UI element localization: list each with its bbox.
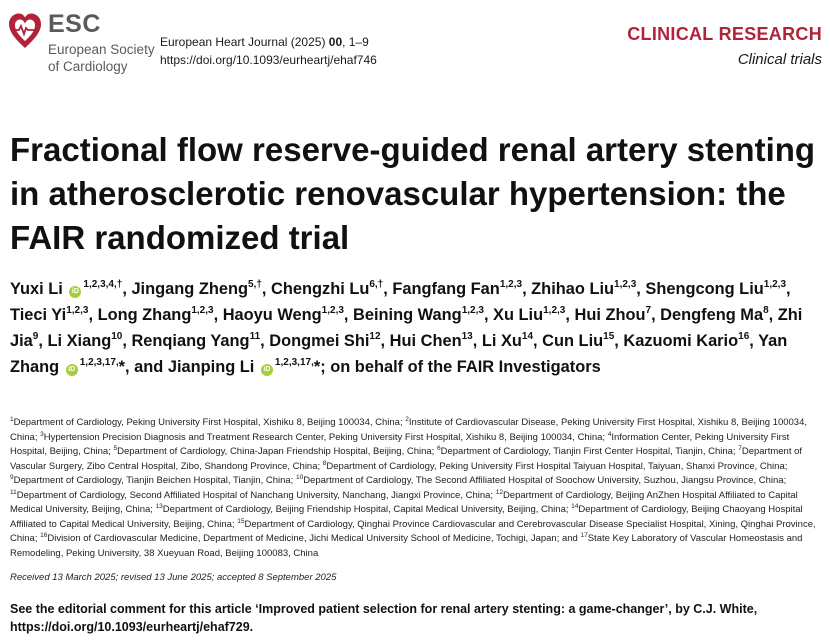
- affiliation-text: State Key Laboratory of Vascular Homeostasis and Remodeling, Peking University, 38 Xueyuan Road, Beijing 100083, China: [10, 533, 803, 559]
- author: [353, 306, 493, 324]
- affiliation-number: 13: [155, 503, 163, 510]
- orcid-icon[interactable]: iD: [261, 364, 273, 376]
- author-affiliation-marks: 1,2,3: [191, 305, 214, 316]
- author-affiliation-marks: 1,2,3: [66, 305, 89, 316]
- author-name: Chengzhi Lu: [271, 280, 370, 298]
- author-affiliation-marks: 1,2,3,4,†: [83, 279, 123, 290]
- affiliation: [114, 446, 437, 457]
- author: [645, 280, 790, 298]
- logo-abbreviation: ESC: [48, 10, 101, 38]
- author-name: Haoyu Weng: [222, 306, 322, 324]
- author-separator: ,: [38, 332, 48, 350]
- affiliation-text: Division of Cardiovascular Medicine, Department of Medicine, Jichi Medical University School of Medicine, Tochigi, Japan; and: [47, 533, 581, 544]
- author: [131, 332, 269, 350]
- author-separator: ,: [261, 280, 272, 298]
- affiliation: [437, 446, 738, 457]
- affiliation-number: 4: [607, 430, 612, 438]
- author-name: Yan Zhang: [10, 332, 788, 376]
- affiliation-number: 1: [10, 416, 14, 423]
- author-separator: ,: [383, 280, 393, 298]
- affiliation: [10, 417, 405, 428]
- affiliation-number: 3: [40, 430, 44, 438]
- author-separator: ,: [749, 332, 759, 350]
- logo-line-1: European Society: [48, 42, 155, 57]
- author-affiliation-marks: 1,2,3: [499, 279, 523, 290]
- author-affiliation-marks: 12: [369, 331, 381, 342]
- affiliation: [323, 461, 788, 472]
- journal-citation: [160, 33, 377, 69]
- affiliation: [156, 504, 572, 515]
- affiliation-text: Department of Cardiology, Peking University First Hospital, Xishiku 8, Beijing 100034, China;: [13, 417, 406, 428]
- affiliation: [10, 475, 296, 486]
- received-dates: Received 13 March 2025; revised 13 June 2025; accepted 8 September 2025: [10, 572, 337, 583]
- journal-volume: 00: [328, 35, 343, 49]
- author-name: Renqiang Yang: [131, 332, 250, 350]
- author: [493, 306, 574, 324]
- author-name: Li Xiang: [47, 332, 112, 350]
- author-affiliation-marks: 16: [738, 331, 750, 342]
- author-affiliation-marks: 10: [111, 331, 123, 342]
- author-name: Tieci Yi: [10, 306, 67, 324]
- author-affiliation-marks: 8: [763, 305, 769, 316]
- author: [269, 332, 389, 350]
- author-affiliation-marks: 1,2,3: [763, 279, 787, 290]
- author: [10, 306, 98, 324]
- affiliation-number: 15: [237, 517, 245, 525]
- author-affiliation-marks: 6,†: [369, 279, 384, 290]
- affiliation-number: 6: [436, 445, 441, 452]
- affiliation-text: Department of Vascular Surgery, Zibo Central Hospital, Zibo, Shandong Province, China;: [10, 446, 803, 472]
- author: [390, 332, 482, 350]
- author-affiliation-marks: 11: [249, 331, 261, 342]
- author-affiliation-marks: 15: [603, 331, 615, 342]
- author-separator: ,: [533, 332, 543, 350]
- author: [98, 306, 223, 324]
- author-separator: ,: [636, 280, 646, 298]
- author: [392, 280, 531, 298]
- affiliation-number: 8: [322, 459, 327, 467]
- affiliation-number: 5: [113, 445, 118, 452]
- author-affiliation-marks: 9: [32, 331, 39, 342]
- affiliation-text: Department of Cardiology, Peking University First Hospital Taiyuan Hospital, Taiyuan, Shanxi Province, China;: [326, 460, 788, 472]
- affiliation-text: Department of Cardiology, China-Japan Friendship Hospital, Beijing, China;: [117, 446, 437, 457]
- esc-logo: [8, 10, 158, 80]
- affiliation-text: Information Center, Peking University First Hospital, Beijing, China;: [10, 431, 790, 457]
- author-separator: ,: [213, 306, 223, 324]
- journal-pages: , 1–9: [342, 35, 369, 49]
- affiliation-number: 11: [10, 488, 17, 496]
- author: [131, 280, 271, 298]
- affiliation-text: Department of Cardiology, Tianjin First Center Hospital, Tianjin, China;: [440, 446, 739, 457]
- affiliation-text: Department of Cardiology, Beijing Chaoyang Hospital Affiliated to Capital Medical University, Beijing, China;: [10, 504, 803, 530]
- author: [271, 280, 392, 298]
- editorial-note: See the editorial comment for this article ‘Improved patient selection for renal artery stenting: a game-changer’, by C.J. White, https://doi.org/10.1093/eurheartj/ehaf729.: [10, 602, 758, 634]
- affiliation-text: Institute of Cardiovascular Disease, Peking University First Hospital, Xishiku 8, Beijing 100034, China;: [10, 417, 808, 443]
- author-separator: *, and: [118, 358, 168, 376]
- author-name: Dongmei Shi: [269, 332, 370, 350]
- affiliation-text: Department of Cardiology, The Second Affiliated Hospital of Soochow University, Suzhou, Jiangsu Province, China;: [303, 475, 787, 486]
- author: [574, 306, 660, 324]
- author-separator: ,: [565, 306, 575, 324]
- author-name: Jianping Li: [167, 358, 255, 376]
- author-affiliation-marks: 5,†: [248, 279, 262, 290]
- article-section: [627, 24, 822, 68]
- heart-logo-icon: [8, 12, 42, 50]
- author-affiliation-marks: 14: [521, 331, 534, 342]
- logo-line-2: of Cardiology: [48, 59, 128, 74]
- affiliation-text: Hypertension Precision Diagnosis and Treatment Research Center, Peking University First Hospital, Xishiku 8, Beijing 100034, China;: [43, 431, 608, 443]
- author-separator: *; on behalf of the FAIR Investigators: [313, 358, 601, 376]
- author-name: Li Xu: [481, 332, 522, 350]
- author: [47, 332, 131, 350]
- author-name: Hui Chen: [389, 332, 462, 350]
- author-name: Shengcong Liu: [645, 280, 764, 298]
- author: [531, 280, 645, 298]
- author-name: Xu Liu: [493, 306, 544, 324]
- affiliation: [40, 432, 608, 443]
- affiliation-number: 2: [405, 416, 409, 423]
- orcid-icon[interactable]: iD: [69, 286, 81, 298]
- author-separator: ,: [122, 332, 132, 350]
- author-separator: ,: [614, 332, 624, 350]
- author-affiliation-marks: 1,2,3,17,: [274, 357, 314, 368]
- affiliation: [10, 490, 496, 501]
- author-affiliation-marks: 1,2,3,17,: [79, 357, 119, 368]
- author-separator: ,: [260, 332, 270, 350]
- author-affiliation-marks: 7: [645, 305, 652, 316]
- author-name: Beining Wang: [353, 306, 462, 324]
- author-name: Jingang Zheng: [131, 280, 248, 298]
- author-list: [10, 276, 825, 380]
- author-affiliation-marks: 13: [461, 331, 473, 342]
- affiliation-number: 16: [40, 532, 48, 539]
- author-separator: ,: [88, 306, 98, 324]
- author-name: Zhihao Liu: [531, 280, 615, 298]
- affiliation-number: 9: [10, 474, 14, 481]
- journal-name: European Heart Journal (2025): [160, 35, 326, 49]
- author: [542, 332, 623, 350]
- author: [223, 306, 353, 324]
- author-name: Yuxi Li: [10, 280, 63, 298]
- author-separator: ,: [343, 306, 354, 324]
- affiliation-text: Department of Cardiology, Beijing Friendship Hospital, Capital Medical University, Beijing, China;: [162, 504, 572, 515]
- section-title: CLINICAL RESEARCH: [627, 24, 822, 44]
- author-name: Hui Zhou: [574, 306, 646, 324]
- author-separator: ,: [651, 306, 661, 324]
- author-separator: ,: [472, 332, 482, 350]
- author-separator: ,: [122, 280, 132, 298]
- affiliation-text: Department of Cardiology, Beijing AnZhen Hospital Affiliated to Capital Medical University, Beijing, China;: [10, 489, 798, 515]
- author-affiliation-marks: 1,2,3: [321, 305, 344, 316]
- affiliation-number: 12: [495, 488, 503, 496]
- author-separator: ,: [483, 306, 494, 324]
- affiliation: [296, 475, 786, 486]
- author-affiliation-marks: 1,2,3: [614, 279, 637, 290]
- author-separator: ,: [522, 280, 532, 298]
- author-name: Fangfang Fan: [392, 280, 500, 298]
- affiliation-text: Department of Cardiology, Tianjin Beichen Hospital, Tianjin, China;: [13, 475, 296, 486]
- author-name: Kazuomi Kario: [623, 332, 739, 350]
- orcid-icon[interactable]: iD: [66, 364, 78, 376]
- author-name: Dengfeng Ma: [660, 306, 764, 324]
- affiliations: [10, 416, 822, 561]
- affiliation-text: Department of Cardiology, Qinghai Province Cardiovascular and Cerebrovascular Disease Specialist Hospital, Xining, Qinghai Province, China;: [10, 518, 816, 544]
- affiliation-number: 10: [295, 474, 304, 481]
- affiliation-number: 14: [571, 503, 579, 510]
- affiliation-number: 17: [580, 532, 588, 539]
- article-title: Fractional flow reserve-guided renal artery stenting in atherosclerotic renovascular hypertension: the FAIR randomized trial: [10, 131, 816, 256]
- author-separator: ,: [380, 332, 390, 350]
- journal-doi-link[interactable]: https://doi.org/10.1093/eurheartj/ehaf746: [160, 53, 377, 67]
- author-name: Zhi Jia: [10, 306, 803, 350]
- affiliation-number: 7: [738, 445, 742, 452]
- author: [10, 280, 131, 298]
- section-subtitle: Clinical trials: [737, 51, 822, 68]
- author-name: Long Zhang: [97, 306, 192, 324]
- author-affiliation-marks: 1,2,3: [543, 305, 566, 316]
- affiliation: [40, 533, 580, 544]
- author-separator: ,: [768, 306, 778, 324]
- affiliation-text: Department of Cardiology, Second Affiliated Hospital of Nanchang University, Nanchang, Jiangxi Province, China;: [16, 489, 496, 501]
- author: [168, 358, 601, 376]
- author: [482, 332, 542, 350]
- author: [660, 306, 778, 324]
- author-separator: ,: [786, 280, 791, 298]
- author-affiliation-marks: 1,2,3: [461, 305, 484, 316]
- author: [623, 332, 758, 350]
- author-name: Cun Liu: [542, 332, 604, 350]
